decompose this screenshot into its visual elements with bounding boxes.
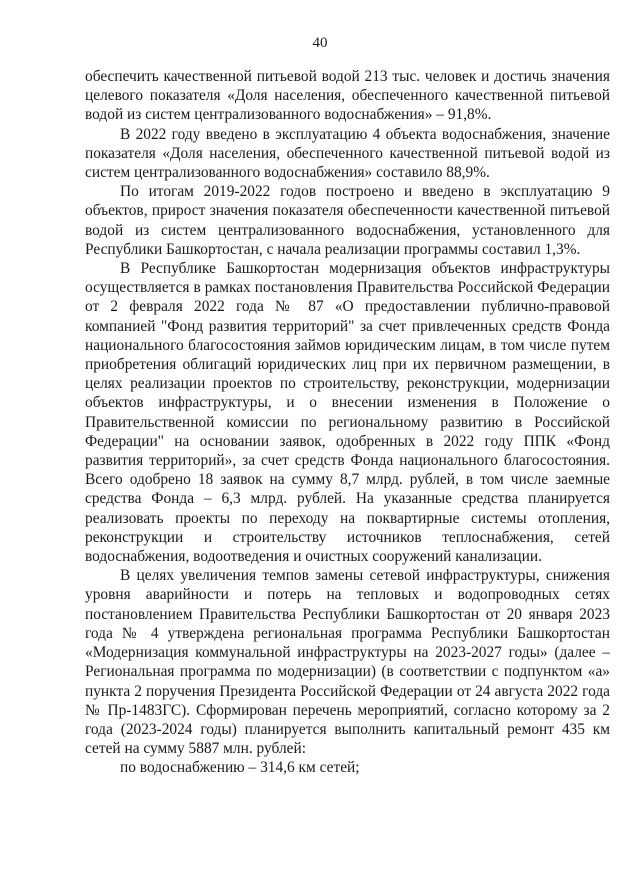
- paragraph-water-target: обеспечить качественной питьевой водой 213 тыс. человек и достичь значения целевого показателя «Доля населения, обеспеченного качественной питьевой водой из систем централизованного водоснабжения» – 91,8%.: [85, 68, 610, 124]
- page-number: 40: [312, 35, 328, 51]
- paragraph-water-supply-item: по водоснабжению – 314,6 км сетей;: [120, 759, 360, 777]
- document-body: [85, 67, 610, 778]
- paragraph-regional-program: В целях увеличения темпов замены сетевой инфраструктуры, снижения уровня аварийности и потерь на тепловых и водопроводных сетях постановлением Правительства Республики Башкортостан от 20 января 2023 года № 4 утверждена региональная программа Республики Башкортостан «Модернизация коммунальной инфраструктуры на 2023-2027 годы» (далее – Региональная программа по модернизации) (в соответствии с подпунктом «а» пункта 2 поручения Президента Российской Федерации от 24 августа 2022 года № Пр-1483ГС). Сформирован перечень мероприятий, согласно которому за 2 года (2023-2024 годы) планируется выполнить капитальный ремонт 435 км сетей на сумму 5887 млн. рублей:: [85, 567, 610, 758]
- paragraph-infrastructure-modernization: В Республике Башкортостан модернизация объектов инфраструктуры осуществляется в рамках постановления Правительства Российской Федерации от 2 февраля 2022 года № 87 «О предоставлении публично-правовой компанией "Фонд развития территорий" за счет привлеченных средств Фонда национального благосостояния займов юридическим лицам, в том числе путем приобретения облигаций юридических лиц при их первичном размещении, в целях реализации проектов по строительству, реконструкции, модернизации объектов инфраструктуры, и о внесении изменения в Положение о Правительственной комиссии по региональному развитию в Российской Федерации" на основании заявок, одобренных в 2022 году ППК «Фонд развития территорий», за счет средств Фонда национального благосостояния. Всего одобрено 18 заявок на сумму 8,7 млрд. рублей, в том числе заемные средства Фонда – 6,3 млрд. рублей. На указанные средства планируется реализовать проекты по переходу на поквартирные системы отопления, реконструкции и строительству источников теплоснабжения, сетей водоснабжения, водоотведения и очистных сооружений канализации.: [85, 260, 610, 566]
- paragraph-2022-results: В 2022 году введено в эксплуатацию 4 объекта водоснабжения, значение показателя «Доля населения, обеспеченного качественной питьевой водой из систем централизованного водоснабжения» составило 88,9%.: [85, 125, 610, 182]
- paragraph-2019-2022-results: По итогам 2019-2022 годов построено и введено в эксплуатацию 9 объектов, прирост значения показателя обеспеченности качественной питьевой водой из систем централизованного водоснабжения, установленного для Республики Башкортостан, с начала реализации программы составил 1,3%.: [85, 183, 610, 258]
